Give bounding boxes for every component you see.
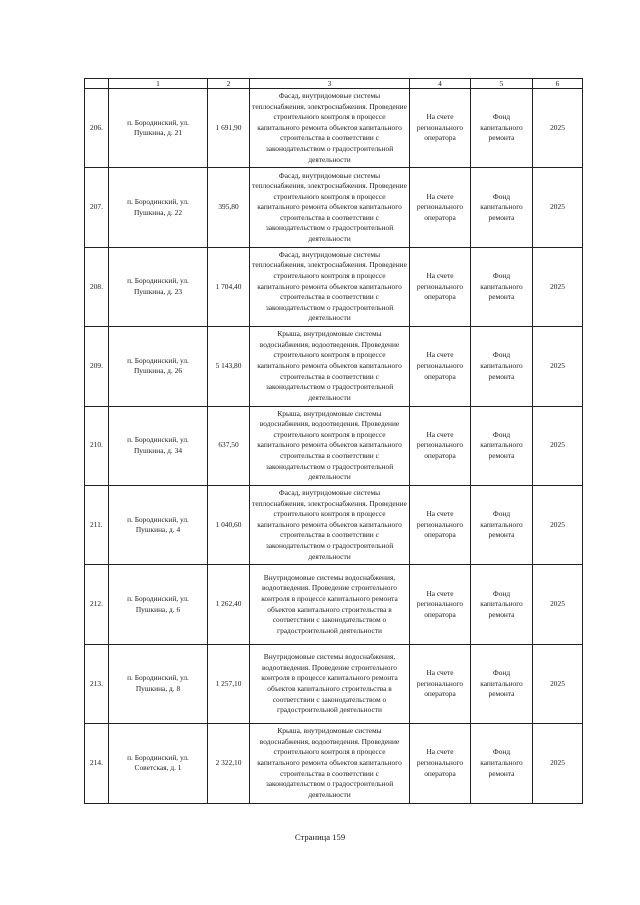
- fund-cell: Фонд капитального ремонта: [471, 89, 533, 168]
- year-cell: 2025: [533, 565, 583, 644]
- work-type-cell: Крыша, внутридомовые системы водоснабжения, водоотведения. Проведение строительного контроля в процессе капитального ремонта объектов капитального строительства в соответствии с законодательством о градостроительной деятельности: [250, 724, 410, 803]
- area-cell: 637,50: [208, 406, 250, 485]
- address-cell: п. Бородинский, ул. Пушкина, д. 6: [109, 565, 208, 644]
- area-cell: 1 262,40: [208, 565, 250, 644]
- fund-cell: Фонд капитального ремонта: [471, 406, 533, 485]
- account-cell: На счете регионального оператора: [410, 565, 471, 644]
- table-row: [85, 565, 583, 644]
- row-number: 211.: [85, 485, 109, 564]
- row-number: 212.: [85, 565, 109, 644]
- work-type-cell: Фасад, внутридомовые системы теплоснабжения, электроснабжения. Проведение строительного контроля в процессе капитального ремонта объектов капитального строительства в соответствии с законодательством о градостроительной деятельности: [250, 89, 410, 168]
- header-cell-4: 4: [410, 79, 471, 89]
- year-cell: 2025: [533, 247, 583, 326]
- row-number: 209.: [85, 327, 109, 406]
- address-cell: п. Бородинский, ул. Пушкина, д. 8: [109, 644, 208, 723]
- table-row: [85, 485, 583, 564]
- address-cell: п. Бородинский, ул. Пушкина, д. 34: [109, 406, 208, 485]
- fund-cell: Фонд капитального ремонта: [471, 565, 533, 644]
- header-row: [85, 79, 583, 89]
- work-type-cell: Крыша, внутридомовые системы водоснабжения, водоотведения. Проведение строительного контроля в процессе капитального ремонта объектов капитального строительства в соответствии с законодательством о градостроительной деятельности: [250, 327, 410, 406]
- address-cell: п. Бородинский, ул. Пушкина, д. 23: [109, 247, 208, 326]
- area-cell: 395,80: [208, 168, 250, 247]
- work-type-cell: Фасад, внутридомовые системы теплоснабжения, электроснабжения. Проведение строительного контроля в процессе капитального ремонта объектов капитального строительства в соответствии с законодательством о градостроительной деятельности: [250, 247, 410, 326]
- fund-cell: Фонд капитального ремонта: [471, 485, 533, 564]
- year-cell: 2025: [533, 485, 583, 564]
- page-number: Страница 159: [294, 832, 346, 842]
- area-cell: 1 704,40: [208, 247, 250, 326]
- address-cell: п. Бородинский, ул. Советская, д. 1: [109, 724, 208, 803]
- fund-cell: Фонд капитального ремонта: [471, 724, 533, 803]
- row-number: 214.: [85, 724, 109, 803]
- header-cell-3: 3: [250, 79, 410, 89]
- year-cell: 2025: [533, 644, 583, 723]
- work-type-cell: Внутридомовые системы водоснабжения, водоотведения. Проведение строительного контроля в процессе капитального ремонта объектов капитального строительства в соответствии с законодательством о градостроительной деятельности: [250, 644, 410, 723]
- row-number: 207.: [85, 168, 109, 247]
- header-cell-6: 6: [533, 79, 583, 89]
- work-type-cell: Фасад, внутридомовые системы теплоснабжения, электроснабжения. Проведение строительного контроля в процессе капитального ремонта объектов капитального строительства в соответствии с законодательством о градостроительной деятельности: [250, 168, 410, 247]
- account-cell: На счете регионального оператора: [410, 327, 471, 406]
- address-cell: п. Бородинский, ул. Пушкина, д. 22: [109, 168, 208, 247]
- area-cell: 5 143,80: [208, 327, 250, 406]
- area-cell: 1 040,60: [208, 485, 250, 564]
- table-row: [85, 724, 583, 803]
- table-row: [85, 247, 583, 326]
- work-type-cell: Внутридомовые системы водоснабжения, водоотведения. Проведение строительного контроля в процессе капитального ремонта объектов капитального строительства в соответствии с законодательством о градостроительной деятельности: [250, 565, 410, 644]
- header-cell-blank: [85, 79, 109, 89]
- account-cell: На счете регионального оператора: [410, 724, 471, 803]
- fund-cell: Фонд капитального ремонта: [471, 644, 533, 723]
- row-number: 213.: [85, 644, 109, 723]
- account-cell: На счете регионального оператора: [410, 89, 471, 168]
- account-cell: На счете регионального оператора: [410, 485, 471, 564]
- fund-cell: Фонд капитального ремонта: [471, 247, 533, 326]
- table-row: [85, 406, 583, 485]
- row-number: 210.: [85, 406, 109, 485]
- area-cell: 1 691,90: [208, 89, 250, 168]
- year-cell: 2025: [533, 406, 583, 485]
- address-cell: п. Бородинский, ул. Пушкина, д. 21: [109, 89, 208, 168]
- header-cell-2: 2: [208, 79, 250, 89]
- year-cell: 2025: [533, 327, 583, 406]
- work-type-cell: Крыша, внутридомовые системы водоснабжения, водоотведения. Проведение строительного контроля в процессе капитального ремонта объектов капитального строительства в соответствии с законодательством о градостроительной деятельности: [250, 406, 410, 485]
- fund-cell: Фонд капитального ремонта: [471, 327, 533, 406]
- header-cell-1: 1: [109, 79, 208, 89]
- year-cell: 2025: [533, 724, 583, 803]
- address-cell: п. Бородинский, ул. Пушкина, д. 4: [109, 485, 208, 564]
- table-row: [85, 644, 583, 723]
- table-row: [85, 168, 583, 247]
- account-cell: На счете регионального оператора: [410, 168, 471, 247]
- fund-cell: Фонд капитального ремонта: [471, 168, 533, 247]
- area-cell: 2 322,10: [208, 724, 250, 803]
- year-cell: 2025: [533, 89, 583, 168]
- row-number: 206.: [85, 89, 109, 168]
- year-cell: 2025: [533, 168, 583, 247]
- row-number: 208.: [85, 247, 109, 326]
- account-cell: На счете регионального оператора: [410, 406, 471, 485]
- table-row: [85, 89, 583, 168]
- address-cell: п. Бородинский, ул. Пушкина, д. 26: [109, 327, 208, 406]
- account-cell: На счете регионального оператора: [410, 644, 471, 723]
- table-row: [85, 327, 583, 406]
- work-type-cell: Фасад, внутридомовые системы теплоснабжения, электроснабжения. Проведение строительного контроля в процессе капитального ремонта объектов капитального строительства в соответствии с законодательством о градостроительной деятельности: [250, 485, 410, 564]
- account-cell: На счете регионального оператора: [410, 247, 471, 326]
- area-cell: 1 257,10: [208, 644, 250, 723]
- repair-plan-table: [84, 78, 583, 804]
- header-cell-5: 5: [471, 79, 533, 89]
